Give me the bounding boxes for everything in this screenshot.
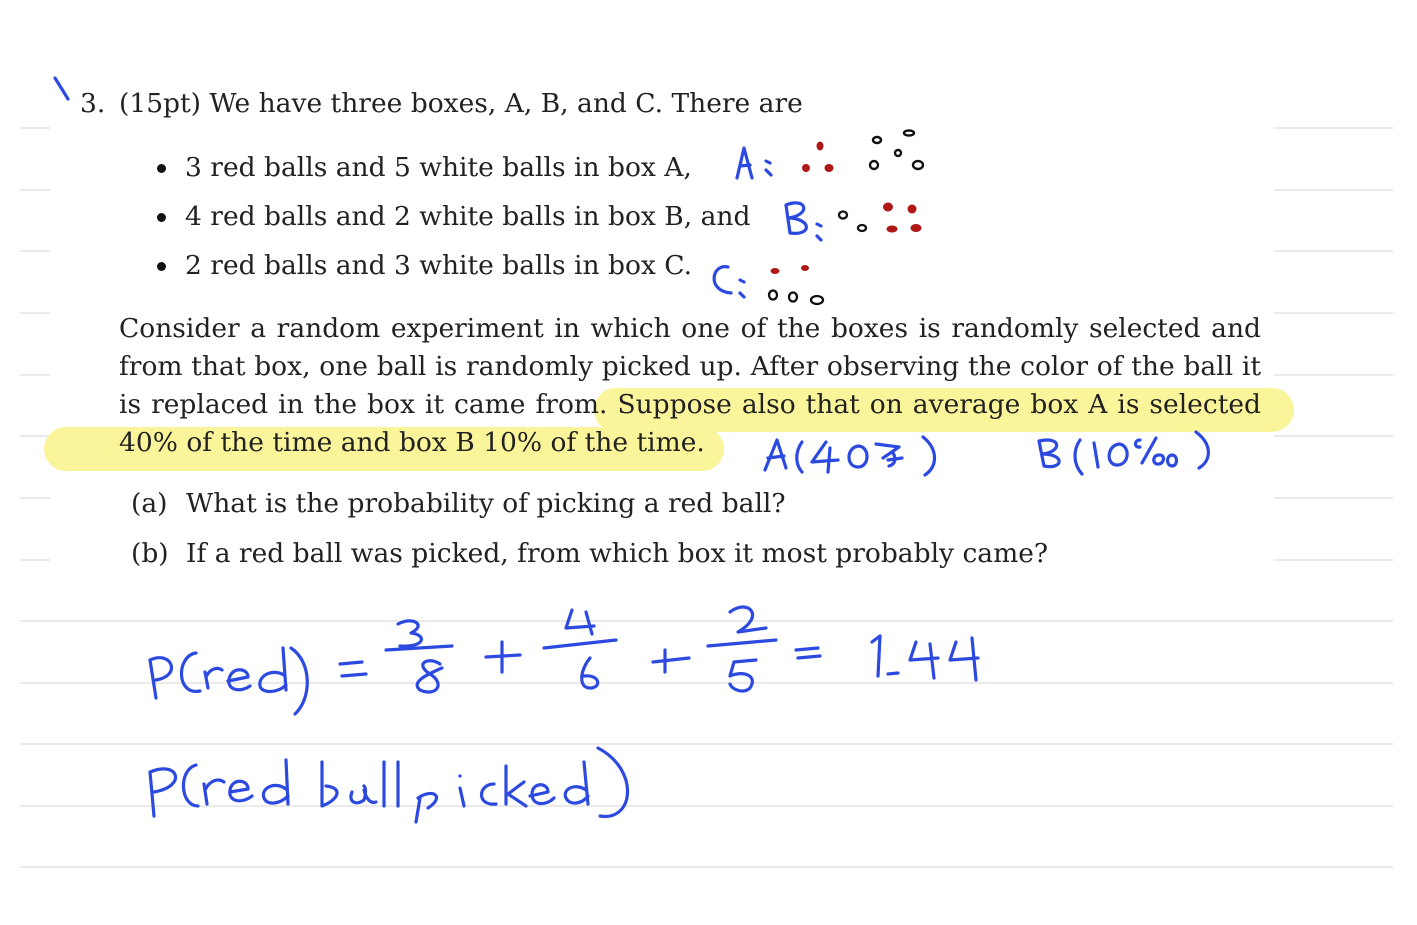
question-number: 3. bbox=[80, 88, 106, 119]
bullet-box-b: 4 red balls and 2 white balls in box B, and bbox=[185, 201, 751, 232]
paragraph-line: 40% of the time and box B 10% of the time. bbox=[119, 427, 705, 458]
part-b-text: If a red ball was picked, from which box it most probably came? bbox=[186, 538, 1049, 569]
part-a-text: What is the probability of picking a red ball? bbox=[186, 488, 786, 519]
bullet-dot bbox=[157, 164, 166, 173]
part-a-label: (a) bbox=[131, 488, 168, 519]
bullet-box-c: 2 red balls and 3 white balls in box C. bbox=[185, 250, 693, 281]
paragraph-line: from that box, one ball is randomly picked up. After observing the color of the ball it bbox=[119, 351, 1261, 382]
paragraph-line: is replaced in the box it came from. Suppose also that on average box A is selected bbox=[119, 389, 1261, 420]
bullet-dot bbox=[157, 262, 166, 271]
paragraph-line: Consider a random experiment in which one of the boxes is randomly selected and bbox=[119, 313, 1261, 344]
question-header: (15pt) We have three boxes, A, B, and C. There are bbox=[119, 88, 803, 119]
bullet-dot bbox=[157, 213, 166, 222]
bullet-box-a: 3 red balls and 5 white balls in box A, bbox=[185, 152, 692, 183]
part-b-label: (b) bbox=[131, 538, 169, 569]
